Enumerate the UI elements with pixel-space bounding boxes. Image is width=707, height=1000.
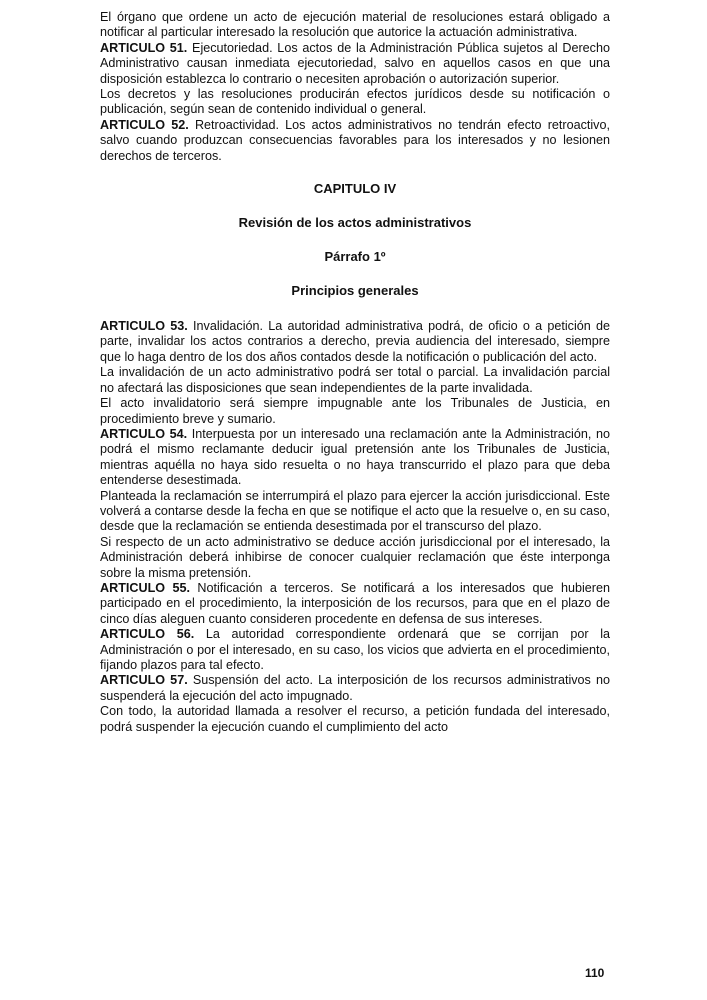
page-number: 110 bbox=[585, 966, 605, 980]
article-paragraph bbox=[100, 627, 610, 673]
article-paragraph bbox=[100, 319, 610, 365]
article-text: Ejecutoriedad. Los actos de la Administración Pública sujetos al Derecho Administrativo causan inmediata ejecutoriedad, salvo en aquellos casos en que una disposición establezca lo contrario o necesiten aprobación o autorización superior. bbox=[100, 40, 610, 86]
article-text: Interpuesta por un interesado una reclamación ante la Administración, no podrá el mismo reclamante deducir igual pretensión ante los Tribunales de Justicia, mientras aquélla no haya sido resuelta o no haya transcurrido el plazo para que deba entenderse desestimada. bbox=[100, 426, 610, 488]
body-paragraph: Planteada la reclamación se interrumpirá el plazo para ejercer la acción jurisdiccional. Este volverá a contarse desde la fecha en que se notifique el acto que la resuelve o, en su caso, desde que la reclamación se entienda desestimada por el transcurso del plazo. bbox=[100, 488, 610, 534]
body-paragraph: El órgano que ordene un acto de ejecución material de resoluciones estará obligado a notificar al particular interesado la resolución que autorice la actuación administrativa. bbox=[100, 10, 610, 40]
body-paragraph: Si respecto de un acto administrativo se deduce acción jurisdiccional por el interesado, la Administración deberá inhibirse de conocer cualquier reclamación que éste interponga sobre la misma pretensión. bbox=[100, 534, 610, 580]
article-text: La autoridad correspondiente ordenará que se corrijan por la Administración o por el interesado, en su caso, los vicios que advierta en el procedimiento, fijando plazos para tal efecto. bbox=[100, 627, 610, 672]
article-label: ARTICULO 57. bbox=[100, 673, 188, 688]
article-text: Retroactividad. Los actos administrativos no tendrán efecto retroactivo, salvo cuando produzcan consecuencias favorables para los interesados y no lesionen derechos de terceros. bbox=[100, 117, 610, 163]
article-label: ARTICULO 53. bbox=[100, 319, 188, 334]
document-page bbox=[100, 10, 610, 735]
article-paragraph bbox=[100, 118, 610, 164]
section-heading: Principios generales bbox=[291, 283, 419, 299]
article-paragraph bbox=[100, 673, 610, 704]
body-paragraph: Los decretos y las resoluciones producirán efectos jurídicos desde su notificación o publicación, según sean de contenido individual o general. bbox=[100, 87, 610, 117]
body-paragraph: Con todo, la autoridad llamada a resolver el recurso, a petición fundada del interesado, podrá suspender la ejecución cuando el cumplimiento del acto bbox=[100, 704, 610, 734]
section-heading: CAPITULO IV bbox=[313, 181, 397, 197]
article-label: ARTICULO 56. bbox=[100, 627, 195, 642]
article-paragraph bbox=[100, 581, 610, 627]
article-label: ARTICULO 51. bbox=[100, 40, 188, 55]
article-paragraph bbox=[100, 427, 610, 489]
body-paragraph: El acto invalidatorio será siempre impugnable ante los Tribunales de Justicia, en procedimiento breve y sumario. bbox=[100, 396, 610, 426]
article-text: Notificación a terceros. Se notificará a los interesados que hubieren participado en el procedimiento, la interposición de los recursos, para que en el plazo de cinco días aleguen cuanto consideren procedente en defensa de sus intereses. bbox=[100, 580, 610, 626]
section-heading: Revisión de los actos administrativos bbox=[238, 215, 472, 231]
article-paragraph bbox=[100, 41, 610, 87]
article-label: ARTICULO 55. bbox=[100, 580, 190, 595]
article-label: ARTICULO 54. bbox=[100, 426, 188, 441]
article-text: Suspensión del acto. La interposición de los recursos administrativos no suspenderá la ejecución del acto impugnado. bbox=[100, 673, 610, 703]
article-label: ARTICULO 52. bbox=[100, 117, 189, 132]
body-paragraph: La invalidación de un acto administrativo podrá ser total o parcial. La invalidación parcial no afectará las disposiciones que sean independientes de la parte invalidada. bbox=[100, 365, 610, 395]
section-heading: Párrafo 1º bbox=[324, 249, 386, 265]
article-text: Invalidación. La autoridad administrativa podrá, de oficio o a petición de parte, invalidar los actos contrarios a derecho, previa audiencia del interesado, siempre que lo haga dentro de los dos años contados desde la notificación o publicación del acto. bbox=[100, 319, 610, 364]
